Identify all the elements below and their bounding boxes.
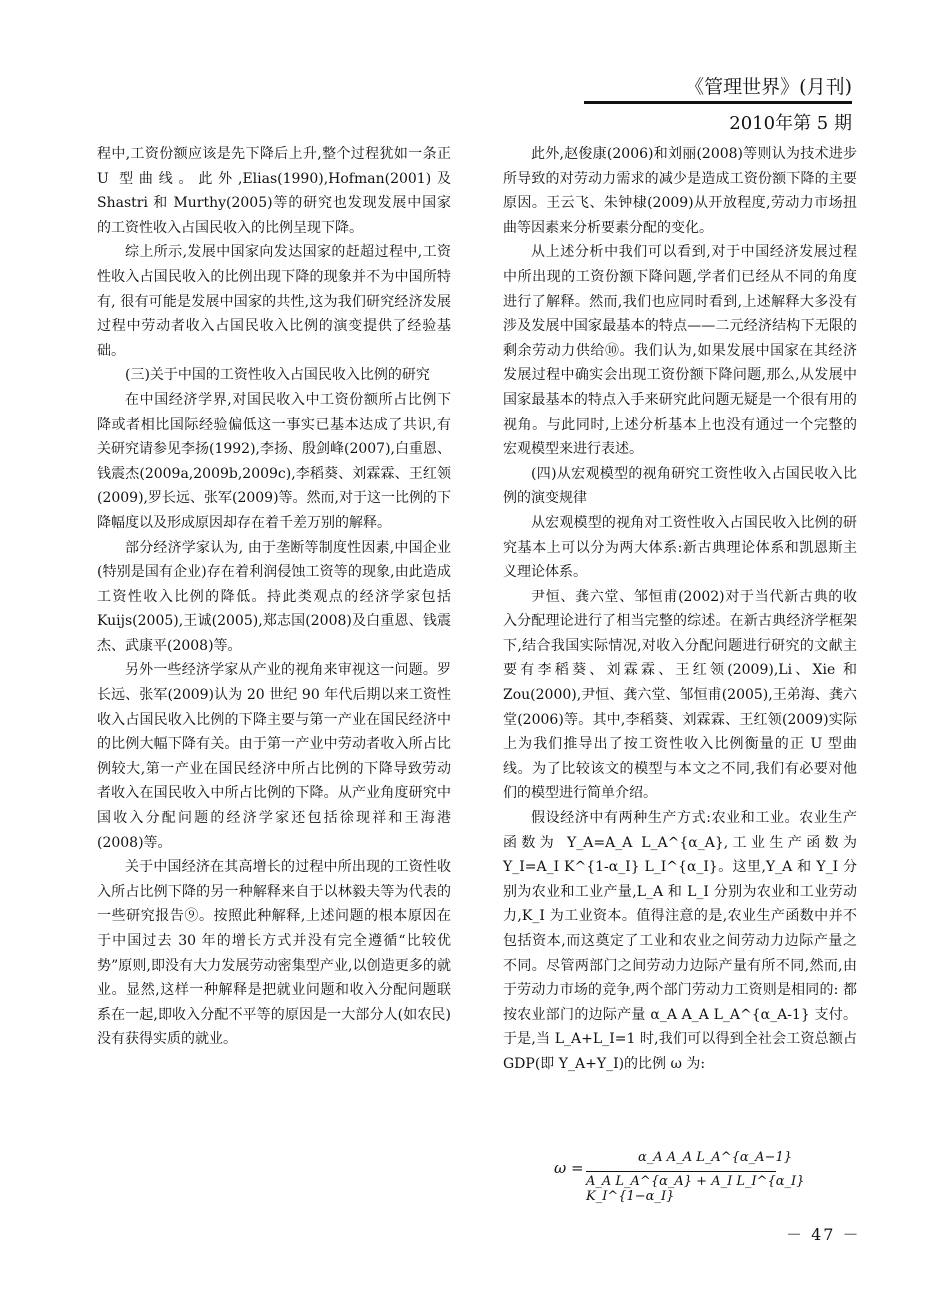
- paragraph: 另外一些经济学家从产业的视角来审视这一问题。罗长远、张军(2009)认为 20 世纪 90 年代后期以来工资性收入占国民收入比例的下降主要与第一产业在国民经济中的比例大幅下降有关。由于第一产业中劳动者收入所占比例较大,第一产业在国民经济中所占比例的下降导致劳动者收入在国民收入中所占比例的下降。从产业角度研究中国收入分配问题的经济学家还包括徐现祥和王海港(2008)等。: [97, 662, 451, 851]
- paragraph: 尹恒、龚六堂、邹恒甫(2002)对于当代新古典的收入分配理论进行了相当完整的综述。在新古典经济学框架下,结合我国实际情况,对收入分配问题进行研究的文献主要有李稻葵、刘霖霖、王红领(2009),Li、Xie 和 Zou(2000),尹恒、龚六堂、邹恒甫(2005),王弟海、龚六堂(2006)等。其中,李稻葵、刘霖霖、王红领(2009)实际上为我们推导出了按工资性收入比例衡量的正 U 型曲线。为了比较该文的模型与本文之不同,我们有必要对他们的模型进行简单介绍。: [503, 588, 857, 802]
- section-heading: (四)从宏观模型的视角研究工资性收入占国民收入比例的演变规律: [503, 465, 857, 507]
- journal-title: 《管理世界》(月刊): [685, 76, 852, 98]
- left-column: [97, 142, 451, 1052]
- paragraph: 在中国经济学界,对国民收入中工资份额所占比例下降或者相比国际经验偏低这一事实已基本达成了共识,有关研究请参见李扬(1992),李扬、殷剑峰(2007),白重恩、钱震杰(2009a,2009b,2009c),李稻葵、刘霖霖、王红领(2009),罗长远、张军(2009)等。然而,对于这一比例的下降幅度以及形成原因却存在着千差万别的解释。: [97, 391, 452, 531]
- issue-label: 2010年第 5 期: [729, 113, 852, 134]
- paragraph: 综上所示,发展中国家向发达国家的赶超过程中,工资性收入占国民收入的比例出现下降的现象并不为中国所特有, 很有可能是发展中国家的共性,这为我们研究经济发展过程中劳动者收入占国民收入比例的演变提供了经验基础。: [97, 244, 451, 359]
- section-heading: (三)关于中国的工资性收入占国民收入比例的研究: [125, 367, 430, 384]
- paragraph: 程中,工资份额应该是先下降后上升,整个过程犹如一条正 U 型曲线。此外,Elias(1990),Hofman(2001)及 Shastri 和 Murthy(2005)等的研究也发现发展中国家的工资性收入占国民收入的比例呈现下降。: [97, 146, 451, 236]
- fraction-bar: [586, 1171, 776, 1172]
- page-number: － 47 －: [786, 1225, 861, 1244]
- paragraph: 从宏观模型的视角对工资性收入占国民收入比例的研究基本上可以分为两大体系:新古典理论体系和凯恩斯主义理论体系。: [503, 514, 857, 581]
- paragraph: 从上述分析中我们可以看到,对于中国经济发展过程中所出现的工资份额下降问题,学者们已经从不同的角度进行了解释。然而,我们也应同时看到,上述解释大多没有涉及发展中国家最基本的特点——二元经济结构下无限的剩余劳动力供给⑩。我们认为,如果发展中国家在其经济发展过程中确实会出现工资份额下降问题,那么,从发展中国家最基本的特点入手来研究此问题无疑是一个很有用的视角。与此同时,上述分析基本上也没有通过一个完整的宏观模型来进行表述。: [503, 244, 857, 458]
- header-rule: [584, 101, 852, 104]
- wage-share-formula: [540, 1150, 860, 1204]
- paragraph: 关于中国经济在其高增长的过程中所出现的工资性收入所占比例下降的另一种解释来自于以林毅夫等为代表的一些研究报告⑨。按照此种解释,上述问题的根本原因在于中国过去 30 年的增长方式并没有完全遵循“比较优势”原则,即没有大力发展劳动密集型产业,以创造更多的就业。显然,这样一种解释是把就业问题和收入分配问题联系在一起,即收入分配不平等的原因是一大部分人(如农民)没有获得实质的就业。: [97, 859, 451, 1048]
- paragraph: 部分经济学家认为, 由于垄断等制度性因素,中国企业(特别是国有企业)存在着利润侵蚀工资等的现象,由此造成工资性收入比例的降低。持此类观点的经济学家包括 Kuijs(2005),王诚(2005),郑志国(2008)及白重恩、钱震杰、武康平(2008)等。: [97, 539, 451, 654]
- right-column: [503, 142, 857, 1077]
- formula-lhs: ω =: [554, 1159, 584, 1177]
- paragraph: 假设经济中有两种生产方式:农业和工业。农业生产函数为 Y_A=A_A L_A^{α_A},工业生产函数为 Y_I=A_I K^{1-α_I} L_I^{α_I}。这里,Y_A 和 Y_I 分别为农业和工业产量,L_A 和 L_I 分别为农业和工业劳动力,K_I 为工业资本。值得注意的是,农业生产函数中并不包括资本,而这奠定了工业和农业之间劳动力边际产量之不同。尽管两部门之间劳动力边际产量有所不同,然而,由于劳动力市场的竞争,两个部门劳动力工资则是相同的: 都按农业部门的边际产量 α_A A_A L_A^{α_A-1} 支付。于是,当 L_A+L_I=1 时,我们可以得到全社会工资总额占GDP(即 Y_A+Y_I)的比例 ω 为:: [503, 810, 857, 1072]
- paragraph: 此外,赵俊康(2006)和刘丽(2008)等则认为技术进步所导致的对劳动力需求的减少是造成工资份额下降的主要原因。王云飞、朱钟棣(2009)从开放程度,劳动力市场扭曲等因素来分析要素分配的变化。: [503, 146, 857, 236]
- formula-numerator: α_A A_A L_A^{α_A−1}: [638, 1150, 792, 1165]
- formula-denominator: A_A L_A^{α_A} + A_I L_I^{α_I} K_I^{1−α_I}: [586, 1174, 805, 1204]
